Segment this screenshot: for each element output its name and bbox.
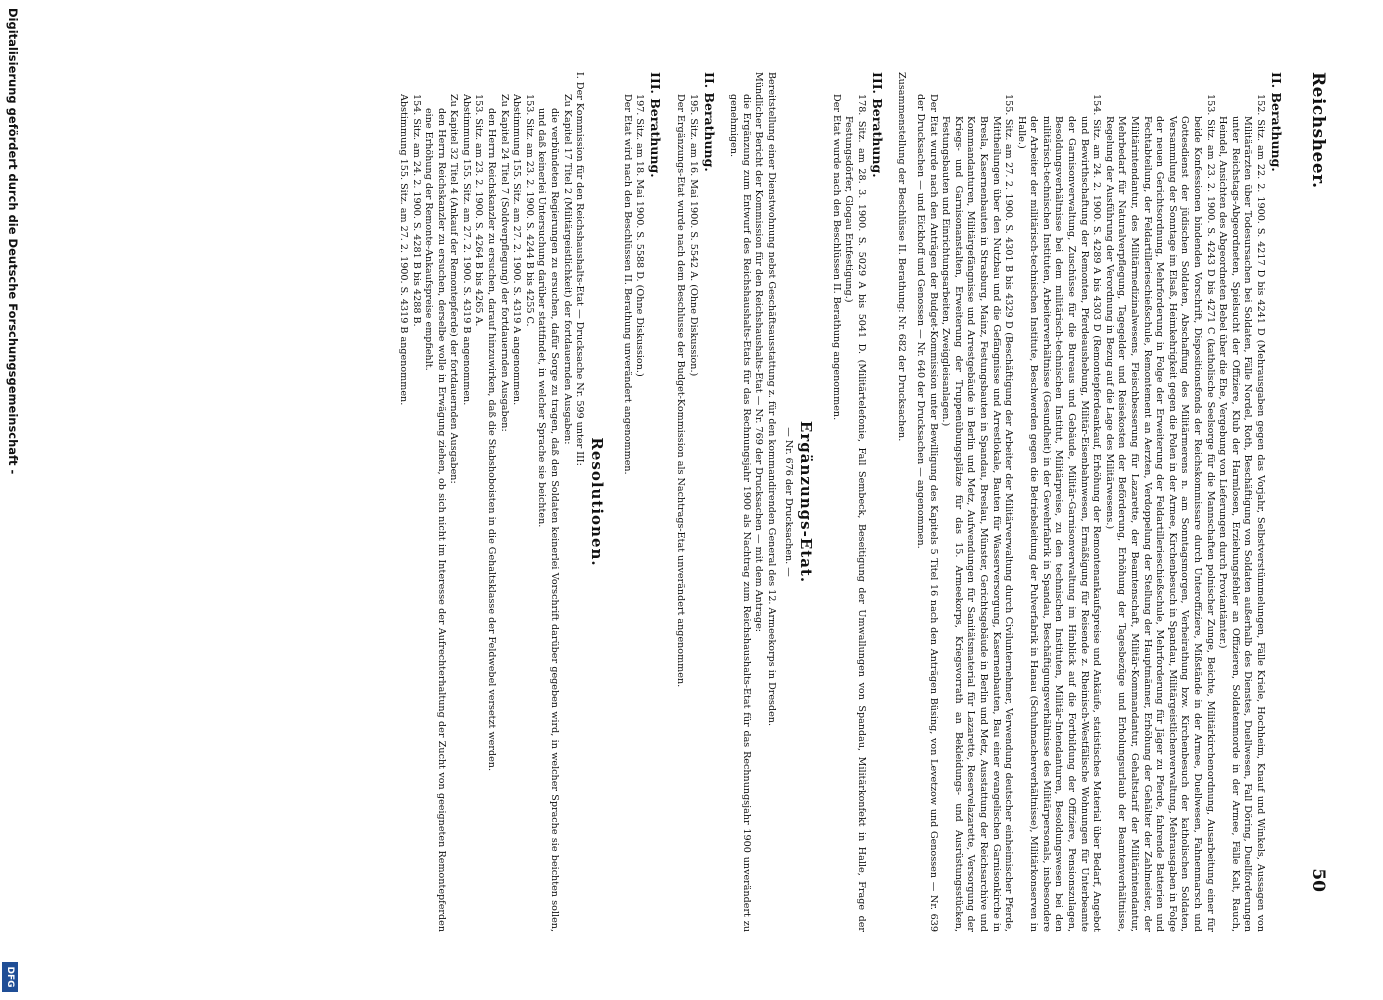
resolution-item: den Herrn Reichskanzler zu ersuchen, derselbe wolle in Erwägung ziehen, ob sich nicht im Interesse der Aufrechterhaltung der Zucht von geeigneten Remontepferden eine Erhöhung der Remonte-Ankaufspreise empfiehlt. bbox=[423, 108, 447, 932]
resolution-item: Abstimmung 155. Sitz. am 27. 2. 1900. S. 4319 B angenommen. bbox=[460, 94, 472, 406]
subsection-heading-ii-berathung: II. Berathung. bbox=[701, 72, 717, 172]
ergaenzungs-etat-heading: Ergänzungs-Etat. bbox=[797, 420, 815, 584]
running-title: Reichsheer. bbox=[1308, 72, 1328, 189]
session-entry: 178. Sitz. am 28. 3. 1900. S. 5029 A bis 5041 D. (Militärtelefonie, Fall Sembeck, Beseitigung der Umwallungen von Spandau, Militärkonfekt in Halle, Frage der Festungsdörfer, Glogau Entfestigung.) bbox=[843, 94, 867, 932]
session-entry: 195. Sitz. am 16. Mai 1900. S. 5542 A. (Ohne Diskussion.) bbox=[687, 94, 699, 377]
section-heading-iii-berathung: III. Berathung. bbox=[869, 72, 885, 178]
resolution-item: Abstimmung 155. Sitz. am 27. 2. 1900. S. 4319 A angenommen. bbox=[511, 94, 523, 406]
resolution-item: 154. Sitz. am 24. 2. 1900. S. 4281 B bis 4288 B. bbox=[410, 94, 422, 327]
drucksachen-reference: — Nr. 676 der Drucksachen. — bbox=[783, 427, 794, 577]
result-paragraph: Der Etat wird nach den Beschlüssen II. Berathung unverändert angenommen. bbox=[621, 94, 633, 475]
resolution-item: Zu Kapitel 32 Titel 4 (Ankauf der Remontepferde) der fortdauernden Ausgaben: bbox=[448, 94, 460, 484]
resolution-item: 153. Sitz. am 23. 2. 1900. S. 4264 B bis 4265 A. bbox=[473, 94, 485, 327]
resolution-paragraph: Der Etat wurde nach den Anträgen der Budget-Kommission unter Bewilligung des Kapitels 5 Titel 16 nach den Anträgen Büsing, von Levetzow und Genossen — Nr. 639 der Drucksachen — und Eickhoff und Genossen — Nr. 640 der Drucksachen — angenommen. bbox=[914, 94, 939, 932]
resolution-item: Abstimmung 155. Sitz. am 27. 2. 1900. S. 4319 B angenommen. bbox=[397, 94, 409, 406]
session-entry: 153. Sitz. am 23. 2. 1900. S. 4243 D bis 4271 C (katholische Seelsorge für die Mannschaften polnischer Zunge, Beichte, Militärkirchenordnung, Ausarbeitung einer für beide Konfessionen bindenden Vorschrift, Dispositionsfonds der Reichskommissare durch Unteroffiziere, Mißstände in der Armee, Duellwesen, Fahnenmarsch und Gottesdienst der jüdischen Soldaten, Abschaffung des Militärmerens n. am Sonntagsmorgen, Verheirathung bzw. Kirchenbesuch der katholischen Soldaten, Versammlung der Sonntage im Elsaß, Heimkehrigkeit gegen die Polen in der Armee, Kirchenbesuch in Spandau, Militärgeistlichenverwaltung, Mehrausgaben in Folge der neuen Gerichtsordnung, Mehrforderung in Folge der Erweiterung der Feldartillerieschießschule, Mehrforderung für Jäger zu Pferde, fahrende Batterien und Fechtabteilung, der Feldartillerieschießschule, Remontement an Aerzten, Verdoppelung der Stellung der Hauptmänner, Erhöhung der Gehälter der Zahlmeister, der Militärintendantur, des Militärmedizinalwesens, Fleischbesserung für Lazarette, der Beamtenschaft, Militär-Kommandantur, Gehaltstarif der Militärintendantur, Mehrbedarf für Naturalverpflegung, Tagegelder und Reisekosten der Beförderung, Erhöhung der Tagesbezüge und Erholungsurlaub der Beamtenverhältnisse, Regelung der Ausführung der Verordnung in Bezug auf die Lage des Militärwesens.) bbox=[1103, 94, 1216, 932]
result-paragraph: Der Etat wurde nach den Beschlüssen II. Berathung angenommen. bbox=[830, 94, 842, 421]
resolution-item: 153. Sitz. am 23. 2. 1900. S. 4244 B bis 4255 C. bbox=[523, 94, 535, 327]
resolution-item: I. Der Kommission für den Reichshaushalts-Etat — Drucksache Nr. 599 unter III: bbox=[574, 72, 586, 466]
resolution-item: die verbündeten Regierungen zu ersuchen, dafür Sorge zu tragen, daß den Soldaten keinerlei Vorschrift darüber gegeben wird, in welcher Sprache sie beichten sollen, und daß keinerlei Untersuchung darüber stattfindet, in welcher Sprache sie beichten. bbox=[536, 108, 561, 932]
note-paragraph: Zusammenstellung der Beschlüsse II. Berathung: Nr. 682 der Drucksachen. bbox=[896, 72, 908, 442]
session-entry: 152. Sitz. am 22. 2. 1900. S. 4217 D bis 4241 D (Mehrausgaben gegen das Vorjahr, Selbstverstümmelungen, Fälle Kriele, Hochheim, Knauf und Winkels, Aussagen von Militärärzten über Todesursachen bei Soldaten, Fälle Nordel, Roth, Beschäftigung von Soldaten außerhalb des Dienstes, Duellwesen, Fall Döring, Duellforderungen unter Reichstags-Abgeordneten, Spielsucht der Offiziere, Klub der Harmlosen, Erziehungsfehler an Offizieren, Soldatenmorde in der Armee, Fälle Kalt, Rauch, Heindel, Ansichten des Abgeordneten Bebel über die Ehe, Vergebung von Lieferungen durch Proviantämter.) bbox=[1217, 94, 1266, 932]
report-detail: die Ergänzung zum Entwurf des Reichshaushalts-Etats für das Rechnungsjahr 1900 als Nachtrag zum Reichshaushalts-Etat für das Rechnungsjahr 1900 unverändert zu genehmigen. bbox=[728, 94, 752, 932]
subsection-heading-iii-berathung: III. Berathung. bbox=[648, 72, 664, 178]
page-number: 50 bbox=[1308, 868, 1328, 892]
resolution-item: Zu Kapitel 24 Titel 7 (Soldverpflegung) der fortdauernden Ausgaben: bbox=[498, 94, 510, 432]
intro-paragraph: Bereitstellung einer Dienstwohnung nebst Geschäftsausstattung z. für den kommandirenden General des 12. Armeekorps in Dresden. bbox=[766, 72, 777, 727]
dfg-logo-text: DFG bbox=[5, 966, 15, 988]
page-header bbox=[1294, 72, 1328, 932]
section-heading-ii-berathung: II. Berathung. bbox=[1269, 72, 1284, 172]
resolution-item: den Herrn Reichskanzler zu ersuchen, darauf hinzuwirken, daß die Stabshoboisten in die Gehaltsklasse der Feldwebel versetzt werden. bbox=[486, 108, 498, 771]
session-entry: 197. Sitz. am 18. Mai 1900. S. 5588 D. (Ohne Diskussion.) bbox=[634, 94, 646, 377]
footer-credit: Digitalisierung gefördert durch die Deutsche Forschungsgemeinschaft - bbox=[6, 8, 20, 475]
report-paragraph: Mündlicher Bericht der Kommission für den Reichshaushalts-Etat — Nr. 769 der Drucksachen — mit dem Antrage: bbox=[753, 72, 765, 633]
session-entry: 155. Sitz. am 27. 2. 1900. S. 4301 B bis 4329 D (Beschäftigung der Arbeiter der Militärverwaltung durch Civilunternehmer, Verwendung deutscher einheimischer Pferde, Mittheilungen über den Nutzbau und die Gefängnisse und Arrestlokale, Bauten für Wasserversorgung, Kasernenbauten, Bau einer evangelischen Garnisonkirche in Bresla, Kasernenbauten in Strasburg, Mainz, Festungsbauten in Spandau, Breslau, Münster, Gerichtsgebäude in Berlin und Metz, Ausstattung der Reichsarchive und Kommandanturen, Militärgefängnisse und Arrestgebäude in Berlin und Metz, Aufwendungen für Sanitätsmaterial für Lazarette, Reservelazarette, Versorgung der Kriegs- und Garnisonanstalten, Erweiterung der Truppenübungsplätze für das 15. Armeekorps, Kriegsvorrath an Bekleidungs- und Ausrüstungsstücken, Festungsbauten und Einrichtungsarbeiten, Zweiggleisanlagen.) bbox=[940, 94, 1015, 932]
digitization-footer bbox=[2, 0, 24, 1000]
page-content bbox=[58, 72, 1328, 932]
resolutionen-heading: Resolutionen. bbox=[588, 437, 607, 567]
result-paragraph: Der Ergänzungs-Etat wurde nach dem Beschlusse der Budget-Kommission als Nachtrags-Etat unverändert angenommen. bbox=[675, 94, 687, 688]
resolution-item: Zu Kapitel 17 Titel 2 (Militärgeistlichkeit) der fortdauernden Ausgaben: bbox=[561, 94, 573, 445]
session-entry: 154. Sitz. am 24. 2. 1900. S. 4289 A bis 4303 D (Remontepferdeankauf, Erhöhung der Remontenankaufspreise und Ankäufe, statistisches Material über Bedarf, Angebot und Bewirthschaftung der Remonten, Pferdeaushebung, Militär-Eisenbahnwesen, Ermäßigung für Reisende z. Rheinisch-Westfälische Wohnungen für Unterbeamte der Garnisonverwaltung, Zuschüsse für die Bureaus und Gebäude, Militär-Garnisonverwaltung im Hinblick auf die Fortbildung der Offiziere, Pensionszulagen, Besoldungsverhältnisse bei dem militärisch-technischen Institut, Militärpreise, zu den technischen Instituten, Militär-Intendanturen, Besoldungswesen bei den militärisch-technischen Instituten, Arbeiterverhältnisse (Gesundheit) in der Gewehrfabrik in Spandau, Beschäftigungsverhältnisse des Militärpersonals, insbesondere der Arbeiter der militärisch-technischen Institute, Beschwerden gegen die Betriebsleitung der Pulverfabrik in Hanau (Schuhmacherverhältnisse), Militärkonserven in Halle.) bbox=[1015, 94, 1103, 932]
